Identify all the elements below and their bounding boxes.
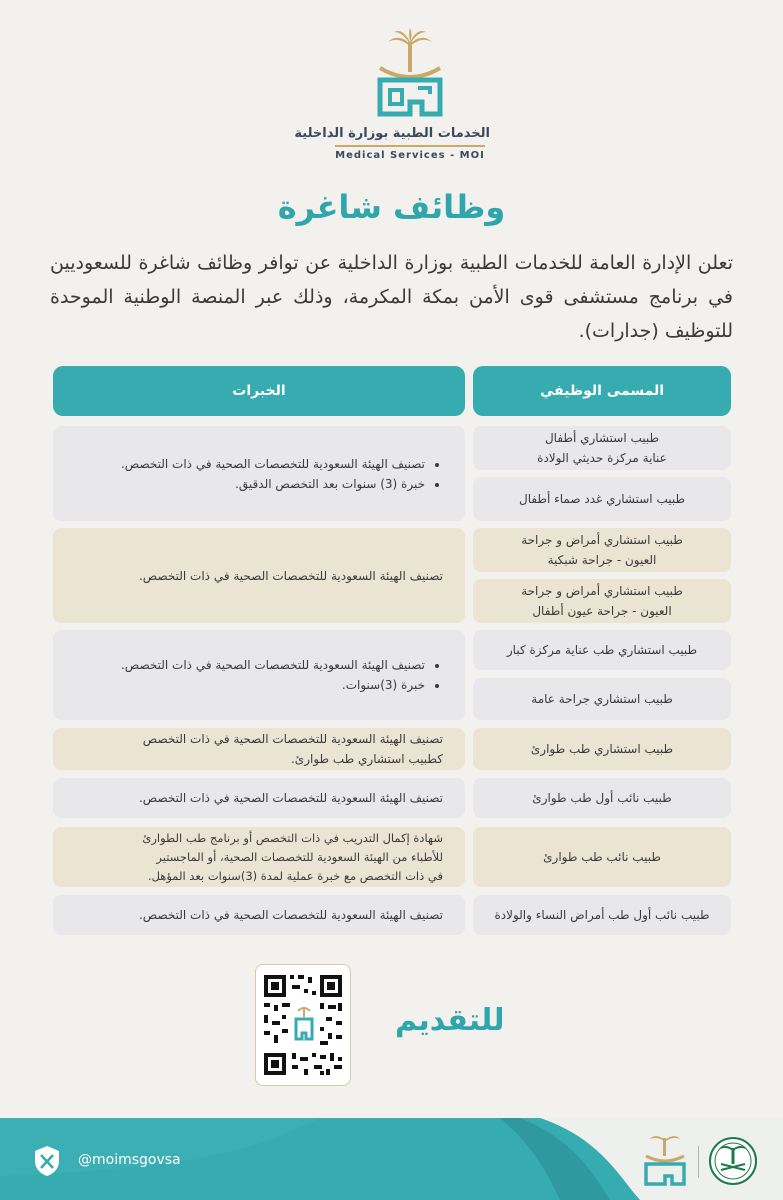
qr-code-icon [256,965,350,1085]
logo-divider [335,145,485,147]
job-title-cell: طبيب استشاري طب طوارئ [473,728,731,770]
moi-medical-logo [294,28,490,161]
job-title-cell: طبيب استشاري أمراض و جراحة العيون - جراحة شبكية [473,528,731,572]
saudi-emblem-icon [708,1136,758,1186]
job-title-cell: طبيب استشاري غدد صماء أطفال [473,477,731,521]
apply-label: للتقديم [395,1003,505,1038]
experience-cell: شهادة إكمال التدريب في ذات التخصص أو برنامج طب الطوارئ للأطباء من الهيئة السعودية للتخصصات الصحية، أو الماجستير في ذات التخصص مع خبرة عملية لمدة (3)سنوات بعد المؤهل. [53,827,465,887]
logo-english-text: Medical Services - MOI [335,150,485,161]
social-handle[interactable]: @moimsgovsa [78,1152,181,1168]
logo-arabic-text: الخدمات الطبية بوزارة الداخلية [294,126,490,141]
intro-paragraph: تعلن الإدارة العامة للخدمات الطبية بوزارة الداخلية عن توافر وظائف شاغرة للسعوديين في برنامج مستشفى قوى الأمن بمكة المكرمة، وذلك عبر المنصة الوطنية الموحدة للتوظيف (جدارات). [50,252,733,342]
job-title-cell: طبيب استشاري جراحة عامة [473,678,731,720]
header-experience: الخبرات [53,366,465,416]
job-title-cell: طبيب نائب أول طب طوارئ [473,778,731,818]
experience-cell: • تصنيف الهيئة السعودية للتخصصات الصحية في ذات التخصص. • خبرة (3) سنوات بعد التخصص الدقيق. [53,426,465,521]
footer-moi-logo-icon [640,1132,690,1188]
experience-cell: تصنيف الهيئة السعودية للتخصصات الصحية في ذات التخصص. [53,895,465,935]
logo-emblem-icon [370,28,450,124]
experience-cell: تصنيف الهيئة السعودية للتخصصات الصحية في ذات التخصص. [53,778,465,818]
experience-cell: تصنيف الهيئة السعودية للتخصصات الصحية في ذات التخصص. [53,528,465,623]
x-social-icon[interactable] [30,1144,64,1178]
experience-cell: • تصنيف الهيئة السعودية للتخصصات الصحية في ذات التخصص. • خبرة (3)سنوات. [53,630,465,720]
experience-cell: تصنيف الهيئة السعودية للتخصصات الصحية في ذات التخصص كطبيب استشاري طب طوارئ. [53,728,465,770]
job-title-cell: طبيب نائب أول طب أمراض النساء والولادة [473,895,731,935]
job-title-cell: طبيب استشاري أمراض و جراحة العيون - جراحة عيون أطفال [473,579,731,623]
apply-qr-code[interactable] [255,964,351,1086]
job-title-cell: طبيب استشاري أطفال عناية مركزة حديثي الولادة [473,426,731,470]
job-title-cell: طبيب استشاري طب عناية مركزة كبار [473,630,731,670]
job-title-cell: طبيب نائب طب طوارئ [473,827,731,887]
footer-separator [698,1146,699,1178]
page-title: وظائف شاغرة [277,188,506,226]
header-job-title: المسمى الوظيفي [473,366,731,416]
